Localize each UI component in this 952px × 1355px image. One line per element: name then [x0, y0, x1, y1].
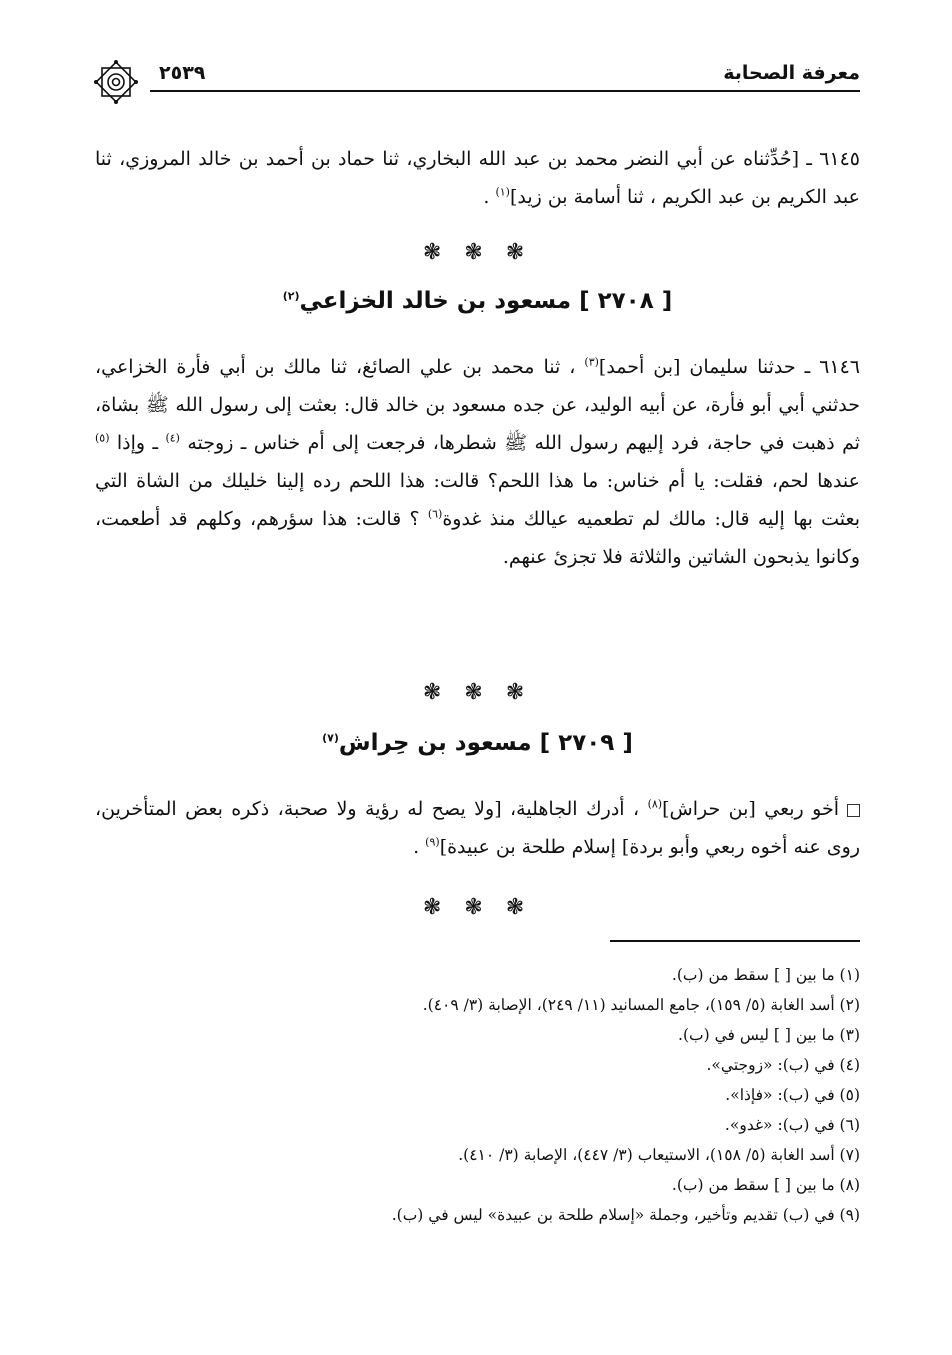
square-bullet-icon [847, 804, 860, 817]
hadith-6145-text: ٦١٤٥ ـ [حُدِّثناه عن أبي النضر محمد بن عبد الله البخاري، ثنا حماد بن أحمد بن خالد المروزي، ثنا عبد الكريم بن عبد الكريم ، ثنا أسامة بن زيد] [95, 148, 860, 208]
footnote-8: (٨) ما بين [ ] سقط من (ب). [671, 1176, 860, 1194]
footnotes-list [95, 960, 860, 1230]
footnote-5: (٥) في (ب): «فإذا». [725, 1086, 860, 1104]
footnote-ref-8[interactable]: (٨) [647, 797, 663, 811]
entry-2709-part-b: ، أدرك الجاهلية، [ولا يصح له رؤية ولا صحبة، ذكره بعض المتأخرين، روى عنه أخوه ربعي وأبو بردة] إسلام طلحة بن عبيدة] [95, 798, 860, 858]
footnote-ref-7[interactable]: (٧) [322, 731, 339, 745]
header-rule [150, 90, 860, 92]
section-separator: ❃ ❃ ❃ [422, 240, 533, 265]
footnote-6: (٦) في (ب): «غدو». [724, 1116, 860, 1134]
entry-2709-part-c: . [413, 836, 426, 858]
footnote-7: (٧) أسد الغابة (٥/ ١٥٨)، الاستيعاب (٣/ ٤٤٧)، الإصابة (٣/ ٤١٠). [458, 1146, 860, 1164]
section-separator: ❃ ❃ ❃ [422, 895, 533, 920]
book-page [95, 0, 860, 1355]
hadith-6146-part-b: ، ثنا محمد بن علي الصائغ، ثنا مالك بن أبي فأرة الخزاعي، حدثني أبي أبو فأرة، عن أبيه الوليد، عن جده مسعود بن خالد قال: بعثت إلى رسول الله ﷺ بشاة، ثم ذهبت في حاجة، فرد إليهم رسول الله ﷺ شطرها، فرجعت إلى أم خناس ـ زوجته [95, 356, 860, 454]
entry-2709-part-a: أخو ربعي [بن حراش] [662, 798, 840, 820]
hadith-6146-part-e: ؟ قالت: هذا سؤرهم، وكلهم قد أطعمت، وكانوا يذبحون الشاتين والثلاثة فلا تجزئ عنهم. [95, 508, 860, 568]
hadith-6146-part-a: ٦١٤٦ ـ حدثنا سليمان [بن أحمد] [598, 356, 860, 378]
footnote-ref-3[interactable]: (٣) [584, 355, 599, 369]
running-title: معرفة الصحابة [723, 62, 860, 84]
section-separator: ❃ ❃ ❃ [422, 680, 533, 705]
footnote-ref-1[interactable]: (١) [495, 185, 510, 199]
footnote-2: (٢) أسد الغابة (٥/ ١٥٩)، جامع المسانيد (١١/ ٢٤٩)، الإصابة (٣/ ٤٠٩). [422, 996, 860, 1014]
page-number: ٢٥٣٩ [159, 62, 206, 84]
footnote-ref-5[interactable]: (٥) [95, 431, 110, 445]
entry-heading-2709 [95, 730, 860, 756]
footnote-ref-4[interactable]: (٤) [165, 431, 180, 445]
footnote-rule [610, 940, 860, 942]
footnote-ref-9[interactable]: (٩) [425, 835, 440, 849]
footnote-9: (٩) في (ب) تقديم وتأخير، وجملة «إسلام طلحة بن عبيدة» ليس في (ب). [391, 1206, 860, 1224]
entry-heading-2709-text: [ ٢٧٠٩ ] مسعود بن حِراش [338, 730, 633, 756]
hadith-6146 [95, 348, 860, 576]
footnote-ref-2[interactable]: (٢) [282, 289, 300, 303]
entry-heading-2708 [95, 288, 860, 314]
page-header [95, 60, 860, 100]
entry-heading-2708-text: [ ٢٧٠٨ ] مسعود بن خالد الخزاعي [299, 288, 673, 314]
hadith-6145-tail: . [483, 186, 496, 208]
footnote-1: (١) ما بين [ ] سقط من (ب). [671, 966, 860, 984]
hadith-6145 [95, 140, 860, 216]
ornament-icon [91, 57, 141, 107]
footnote-3: (٣) ما بين [ ] ليس في (ب). [678, 1026, 860, 1044]
footnote-ref-6[interactable]: (٦) [427, 507, 443, 521]
hadith-6146-part-d: عندها لحم، فقلت: يا أم خناس: ما هذا اللحم؟ قالت: هذا اللحم رده إلينا خليلك من الشاة التي بعثت بها إليه قال: مالك لم تطعميه عيالك منذ غدوة [95, 470, 860, 530]
entry-2709-text [95, 790, 860, 866]
footnote-4: (٤) في (ب): «زوجتي». [706, 1056, 860, 1074]
hadith-6146-part-c: ـ وإذا [109, 432, 166, 454]
